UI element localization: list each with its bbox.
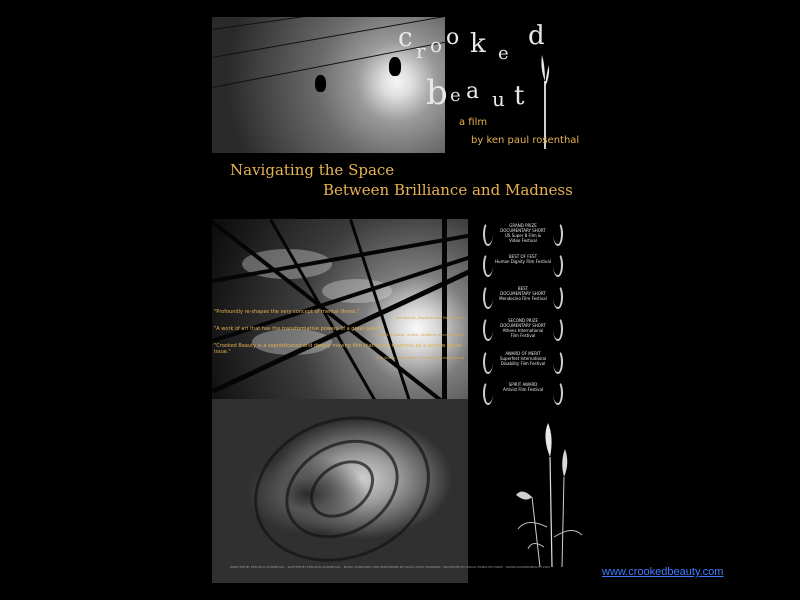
award-line: Mendocino Film Festival: [499, 296, 547, 301]
award-line: DOCUMENTARY SHORT: [500, 228, 546, 233]
award-laurel: [483, 251, 563, 281]
award-line: Video Festival: [509, 238, 537, 243]
quote-source: Bill Nichols, Documentary Film Scholar: [396, 316, 464, 320]
award-line: Human Dignity Film Festival: [495, 259, 551, 264]
press-quotes: [214, 309, 464, 366]
laurel-right-icon: [553, 222, 563, 246]
plant-silhouette-icon: [502, 417, 592, 567]
award-laurel: [483, 283, 563, 313]
press-quote: "A work of art that has the transformative powers of a great poem.": [214, 326, 385, 332]
award-line: BEST OF FEST: [508, 254, 538, 259]
title-letter: e: [450, 85, 461, 106]
laurel-right-icon: [553, 253, 563, 277]
title-letter: u: [492, 87, 505, 111]
tagline-line-2: Between Brilliance and Madness: [323, 181, 573, 199]
title-letter: d: [528, 21, 545, 51]
film-director: by ken paul rosenthal: [471, 135, 580, 146]
poster-credits: DIRECTED BY KEN PAUL ROSENTHAL · WRITTEN BY KEN PAUL ROSENTHAL · MUSIC COMPOSED AND PERFORMED BY JACKS LAVELY PARKMAN · PRODUCED BY IMAGO MUNDI PICTURES · WWW.CROOKEDBEAUTY.COM: [230, 565, 550, 569]
title-letter: t: [514, 81, 525, 111]
laurel-left-icon: [483, 222, 493, 246]
title-letter: e: [498, 43, 509, 64]
title-letter: o: [446, 25, 460, 50]
award-line: US Super 8 Film &: [504, 233, 542, 238]
laurel-right-icon: [553, 381, 563, 405]
award-line: Athens International: [502, 328, 544, 333]
laurel-left-icon: [483, 285, 493, 309]
quote-source: Sam Green, Filmmaker, The Weather Underground: [375, 356, 464, 360]
laurel-left-icon: [483, 381, 493, 405]
award-line: Film Festival: [510, 333, 536, 338]
poster-title: [398, 21, 588, 131]
press-quote: "Crooked Beauty is a sophisticated and deeply moving film that treats madness as a serious social issue.": [214, 343, 462, 355]
bird-left: [315, 75, 326, 92]
award-line: BEST: [517, 286, 529, 291]
laurel-right-icon: [553, 350, 563, 374]
award-line: SECOND PRIZE: [508, 318, 538, 323]
award-line: GRAND PRIZE: [509, 223, 537, 228]
award-line: AWARD OF MERIT: [505, 351, 541, 356]
award-line: DOCUMENTARY SHORT: [500, 323, 546, 328]
award-laurel: [483, 348, 563, 378]
film-label: a film: [459, 117, 488, 128]
award-line: Disability Film Festival: [500, 361, 546, 366]
photo-abstract-texture: [212, 399, 468, 583]
website-link[interactable]: www.crookedbeauty.com: [602, 566, 724, 578]
title-letter: k: [470, 29, 486, 59]
title-letter: c: [398, 23, 413, 53]
laurel-right-icon: [553, 317, 563, 341]
quote-source: Robert Whitaker, Author, Anatomy of an Epidemic: [376, 333, 464, 337]
laurel-left-icon: [483, 253, 493, 277]
laurel-right-icon: [553, 285, 563, 309]
award-laurel: [483, 220, 563, 250]
award-line: SPIRIT AWARD: [508, 382, 538, 387]
title-letter: o: [430, 33, 443, 57]
press-quote: "Profoundly re-shapes the very concept of mental illness.": [214, 309, 360, 315]
laurel-left-icon: [483, 317, 493, 341]
award-line: DOCUMENTARY SHORT: [500, 291, 546, 296]
award-laurel: [483, 379, 563, 409]
tagline-line-1: Navigating the Space: [230, 161, 395, 179]
title-letter: a: [466, 79, 480, 104]
movie-poster: [212, 17, 593, 583]
award-laurel: [483, 315, 563, 345]
laurel-left-icon: [483, 350, 493, 374]
title-letter: b: [426, 73, 448, 113]
award-line: Superfest International: [499, 356, 547, 361]
title-letter: r: [416, 39, 426, 63]
award-line: Artivist Film Festival: [502, 387, 544, 392]
